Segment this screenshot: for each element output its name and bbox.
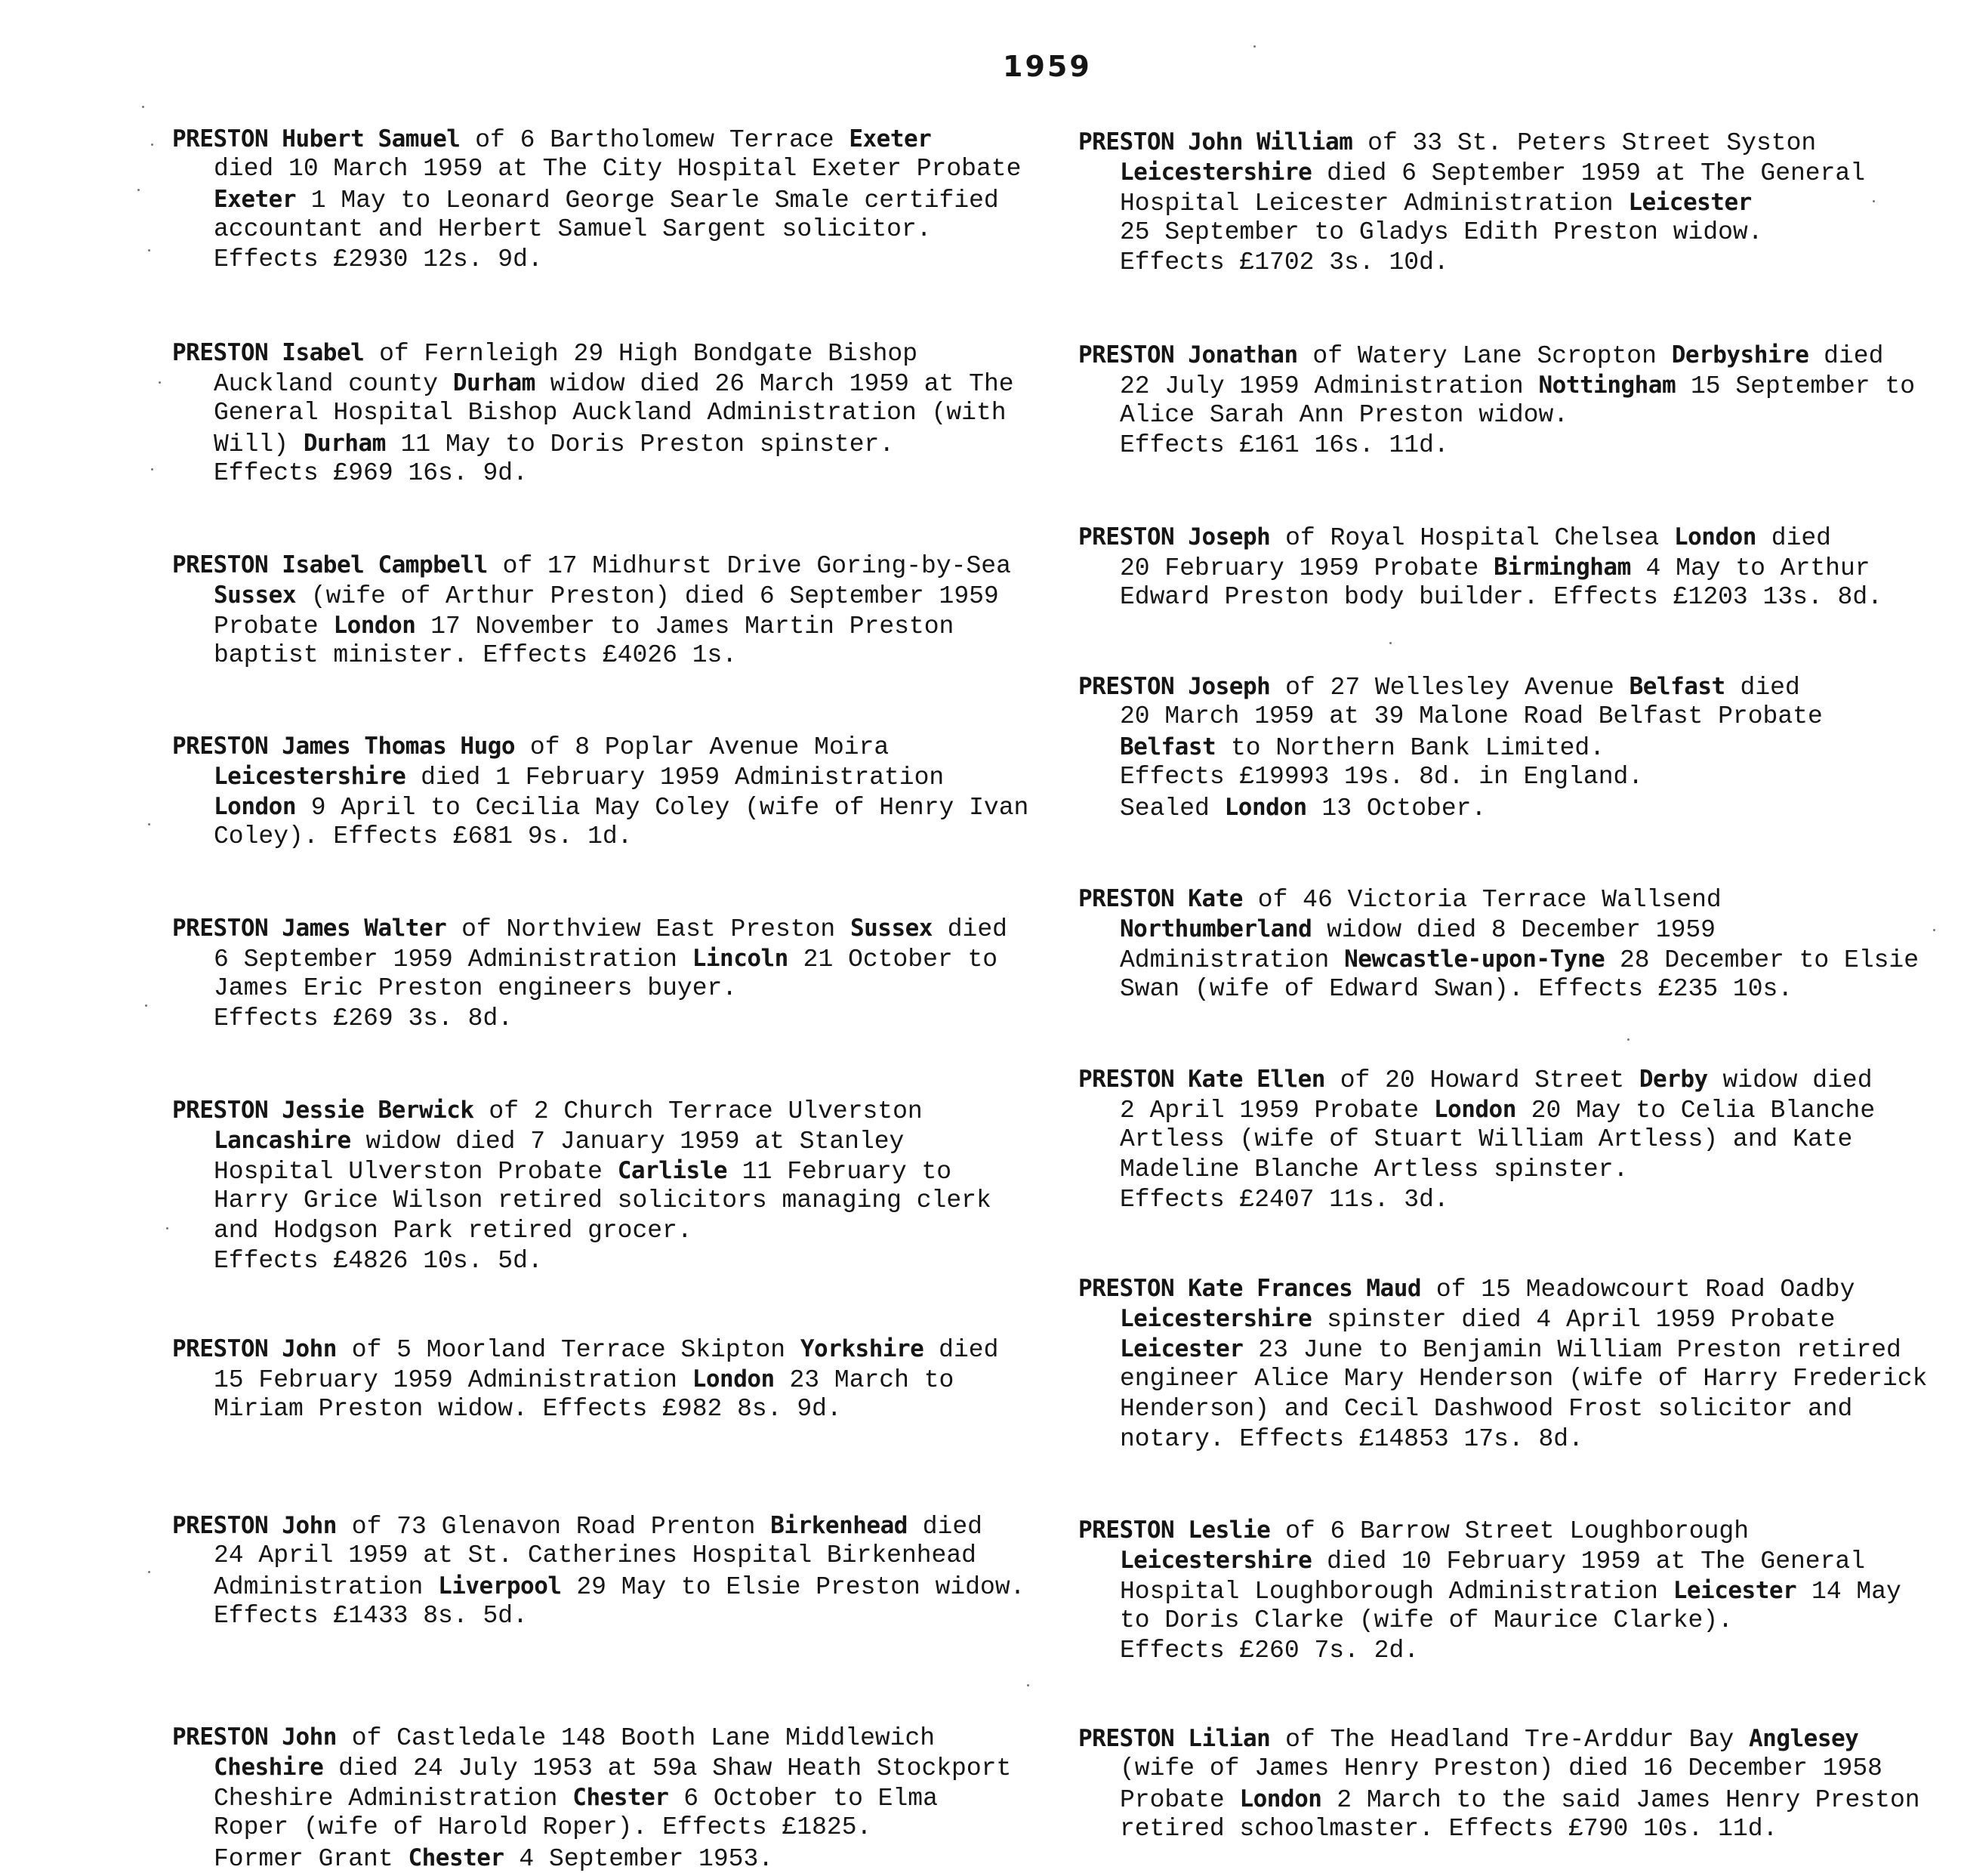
- entry-line: [172, 1752, 1048, 1782]
- entry-text: 2 March to the said James Henry Preston: [1321, 1786, 1920, 1814]
- entry-line: [1078, 914, 1947, 944]
- entry-text: widow died: [1707, 1066, 1873, 1094]
- entry-text: of 20 Howard Street: [1324, 1066, 1639, 1094]
- bold-term: Belfast: [1120, 733, 1216, 761]
- entry-text: Probate: [214, 612, 334, 640]
- entry-text: James Eric Preston engineers buyer.: [214, 974, 738, 1002]
- bold-term: London: [333, 612, 416, 639]
- entry-line: [172, 1246, 1048, 1276]
- entry-line: [1078, 1784, 1947, 1814]
- entry-line: [172, 1601, 1048, 1631]
- probate-entry: [172, 913, 1048, 1034]
- entry-text: 17 November to James Martin Preston: [415, 612, 954, 640]
- entry-line: [172, 368, 1048, 398]
- entry-text: of 6 Bartholomew Terrace: [460, 126, 849, 154]
- entry-line: [172, 338, 1048, 368]
- entry-text: Effects £269 3s. 8d.: [214, 1004, 513, 1032]
- bold-term: PRESTON James Walter: [172, 915, 447, 942]
- entry-text: of Fernleigh 29 High Bondgate Bishop: [364, 340, 918, 368]
- entry-text: Artless (wife of Stuart William Artless) and Kate: [1120, 1125, 1853, 1153]
- entry-line: [1078, 1155, 1947, 1185]
- entry-line: [172, 1125, 1048, 1156]
- bold-term: Birkenhead: [770, 1512, 908, 1539]
- entry-line: [172, 550, 1048, 580]
- probate-entry: [1078, 1064, 1947, 1215]
- entry-text: Madeline Blanche Artless spinster.: [1120, 1156, 1629, 1183]
- entry-text: 6 October to Elma: [668, 1785, 938, 1813]
- entry-line: [172, 1571, 1048, 1601]
- entry-line: [172, 184, 1048, 214]
- entry-text: Effects £4826 10s. 5d.: [214, 1247, 543, 1275]
- entry-text: 20 May to Celia Blanche: [1515, 1097, 1876, 1125]
- entry-text: Harry Grice Wilson retired solicitors managing clerk: [214, 1186, 991, 1214]
- entry-line: [1078, 400, 1947, 430]
- entry-line: [172, 1394, 1048, 1424]
- entry-text: Roper (wife of Harold Roper). Effects £1825.: [214, 1813, 872, 1841]
- bold-term: Chester: [572, 1784, 669, 1811]
- entry-text: Alice Sarah Ann Preston widow.: [1120, 401, 1569, 429]
- entry-text: 23 June to Benjamin William Preston retired: [1243, 1336, 1901, 1364]
- entry-text: to Doris Clarke (wife of Maurice Clarke).: [1120, 1606, 1733, 1634]
- speck: [148, 249, 150, 251]
- entry-text: Hospital Ulverston Probate: [214, 1158, 618, 1186]
- entry-line: [172, 1334, 1048, 1364]
- entry-text: engineer Alice Mary Henderson (wife of Harry Frederick: [1120, 1365, 1928, 1393]
- entry-line: [1078, 1814, 1947, 1844]
- entry-line: [1078, 671, 1947, 702]
- entry-text: accountant and Herbert Samuel Sargent solicitor.: [214, 215, 932, 243]
- entry-text: died: [1725, 674, 1800, 702]
- entry-text: Edward Preston body builder. Effects £1203 13s. 8d.: [1120, 583, 1882, 611]
- entry-line: [172, 1541, 1048, 1571]
- entry-line: [172, 1156, 1048, 1186]
- bold-term: PRESTON James Thomas Hugo: [172, 733, 516, 760]
- entry-line: [172, 398, 1048, 428]
- bold-term: Newcastle-upon-Tyne: [1344, 946, 1605, 973]
- entry-line: [1078, 340, 1947, 370]
- entry-text: Administration: [214, 1573, 439, 1601]
- entry-text: Will): [214, 430, 304, 458]
- bold-term: Exeter: [214, 186, 296, 213]
- bold-term: Anglesey: [1749, 1725, 1859, 1752]
- entry-text: 11 February to: [727, 1158, 952, 1186]
- entry-line: [172, 943, 1048, 973]
- entry-line: [1078, 522, 1947, 552]
- bold-term: Cheshire: [214, 1754, 324, 1781]
- entry-line: [1078, 884, 1947, 914]
- entry-line: [172, 1843, 1048, 1873]
- probate-entry: [1078, 522, 1947, 612]
- entry-text: of 15 Meadowcourt Road Oadby: [1421, 1276, 1855, 1304]
- bold-term: Leicestershire: [1120, 1305, 1312, 1332]
- entry-line: [172, 458, 1048, 489]
- entry-line: [1078, 248, 1947, 278]
- probate-entry: [1078, 1515, 1947, 1666]
- entry-line: [172, 761, 1048, 791]
- entry-text: of 5 Moorland Terrace Skipton: [336, 1336, 800, 1364]
- entry-text: died: [923, 1336, 999, 1364]
- entry-text: 15 February 1959 Administration: [214, 1366, 692, 1394]
- bold-term: Durham: [452, 369, 535, 396]
- bold-term: London: [1673, 523, 1756, 551]
- entry-line: [1078, 1545, 1947, 1575]
- probate-entry: [1078, 340, 1947, 461]
- entry-line: [172, 214, 1048, 245]
- speck: [137, 189, 140, 191]
- bold-term: Leicester: [1673, 1577, 1797, 1604]
- entry-line: [1078, 1515, 1947, 1545]
- entry-line: [1078, 1334, 1947, 1364]
- entry-line: [1078, 582, 1947, 612]
- bold-term: Exeter: [849, 125, 932, 153]
- entry-text: Effects £161 16s. 11d.: [1120, 431, 1449, 459]
- bold-term: PRESTON John: [172, 1335, 337, 1362]
- bold-term: Nottingham: [1538, 372, 1676, 399]
- entry-text: of 8 Poplar Avenue Moira: [515, 733, 890, 761]
- entry-text: died: [1756, 524, 1831, 552]
- entry-text: 11 May to Doris Preston spinster.: [385, 430, 895, 458]
- entry-text: died 10 March 1959 at The City Hospital Exeter Probate: [214, 155, 1022, 183]
- bold-term: PRESTON Kate Ellen: [1078, 1066, 1325, 1093]
- entry-text: 22 July 1959 Administration: [1120, 372, 1539, 400]
- bold-term: PRESTON Jessie Berwick: [172, 1097, 474, 1124]
- entry-text: Effects £2930 12s. 9d.: [214, 245, 543, 273]
- bold-term: Leicestershire: [1120, 159, 1312, 186]
- entry-line: [172, 640, 1048, 671]
- entry-line: [172, 245, 1048, 275]
- bold-term: Leicestershire: [214, 763, 406, 790]
- bold-term: PRESTON Isabel Campbell: [172, 551, 488, 579]
- bold-term: PRESTON Joseph: [1078, 673, 1271, 700]
- probate-entry: [172, 338, 1048, 489]
- entry-line: [172, 580, 1048, 610]
- entry-text: Coley). Effects £681 9s. 1d.: [214, 822, 633, 850]
- speck: [148, 1571, 150, 1573]
- bold-term: Lancashire: [214, 1127, 351, 1154]
- entry-text: 25 September to Gladys Edith Preston widow.: [1120, 218, 1763, 246]
- entry-line: [172, 1216, 1048, 1246]
- entry-text: of 17 Midhurst Drive Goring-by-Sea: [487, 552, 1011, 580]
- speck: [1933, 929, 1935, 931]
- entry-text: Effects £19993 19s. 8d. in England.: [1120, 763, 1644, 791]
- entry-line: [1078, 1394, 1947, 1424]
- bold-term: London: [1224, 794, 1307, 821]
- speck: [1027, 1684, 1029, 1686]
- entry-text: retired schoolmaster. Effects £790 10s. 11d.: [1120, 1815, 1778, 1843]
- probate-entry: [1078, 1273, 1947, 1455]
- entry-text: Cheshire Administration: [214, 1785, 573, 1813]
- entry-line: [1078, 1125, 1947, 1155]
- entry-text: 29 May to Elsie Preston widow.: [561, 1573, 1025, 1601]
- entry-line: [172, 1510, 1048, 1541]
- entry-text: of Watery Lane Scropton: [1297, 342, 1672, 370]
- entry-line: [1078, 1754, 1947, 1784]
- entry-line: [1078, 218, 1947, 248]
- entry-text: 4 May to Arthur: [1630, 554, 1870, 582]
- entry-text: 9 April to Cecilia May Coley (wife of Henry Ivan: [295, 794, 1029, 822]
- bold-term: PRESTON Lilian: [1078, 1725, 1271, 1752]
- entry-text: Administration: [1120, 946, 1345, 974]
- entry-text: 24 April 1959 at St. Catherines Hospital Birkenhead: [214, 1541, 976, 1569]
- entry-line: [1078, 1723, 1947, 1754]
- entry-text: Auckland county: [214, 370, 453, 398]
- entry-text: Hospital Loughborough Administration: [1120, 1578, 1673, 1606]
- entry-line: [1078, 792, 1947, 822]
- entry-text: died: [932, 915, 1007, 943]
- probate-entry: [172, 731, 1048, 852]
- speck: [145, 1004, 147, 1007]
- entry-text: to Northern Bank Limited.: [1216, 734, 1605, 762]
- speck: [166, 1227, 168, 1230]
- entry-line: [172, 124, 1048, 154]
- entry-line: [172, 1004, 1048, 1034]
- entry-text: of The Headland Tre-Arddur Bay: [1270, 1726, 1749, 1754]
- entry-text: notary. Effects £14853 17s. 8d.: [1120, 1425, 1583, 1453]
- entry-line: [172, 1186, 1048, 1216]
- entry-line: [1078, 1364, 1947, 1394]
- bold-term: London: [692, 1365, 775, 1393]
- entry-line: [172, 731, 1048, 761]
- entry-line: [172, 1782, 1048, 1813]
- entry-text: died 10 February 1959 at The General: [1312, 1547, 1866, 1575]
- bold-term: PRESTON Kate Frances Maud: [1078, 1275, 1422, 1302]
- entry-line: [172, 1364, 1048, 1394]
- entry-line: [1078, 1636, 1947, 1666]
- entry-line: [1078, 1304, 1947, 1334]
- entry-text: (wife of Arthur Preston) died 6 September 1959: [295, 582, 999, 610]
- entry-text: 1 May to Leonard George Searle Smale certified: [295, 187, 999, 214]
- bold-term: Liverpool: [438, 1572, 562, 1600]
- entry-text: Miriam Preston widow. Effects £982 8s. 9d.: [214, 1395, 842, 1423]
- entry-text: died: [1808, 342, 1884, 370]
- entry-text: 20 February 1959 Probate: [1120, 554, 1494, 582]
- bold-term: PRESTON Joseph: [1078, 523, 1271, 551]
- entry-text: of Castledale 148 Booth Lane Middlewich: [336, 1724, 936, 1752]
- bold-term: Sussex: [849, 915, 933, 942]
- bold-term: Derby: [1639, 1066, 1708, 1093]
- entry-text: died 1 February 1959 Administration: [405, 764, 945, 791]
- bold-term: PRESTON Isabel: [172, 339, 365, 366]
- entry-text: 21 October to: [788, 946, 998, 973]
- entry-text: and Hodgson Park retired grocer.: [214, 1217, 692, 1245]
- entry-line: [172, 1095, 1048, 1125]
- entry-line: [1078, 552, 1947, 582]
- entry-text: Sealed: [1120, 795, 1225, 822]
- speck: [1627, 1038, 1630, 1041]
- entry-line: [172, 1722, 1048, 1752]
- probate-entry: [172, 550, 1048, 671]
- bold-term: Derbyshire: [1671, 341, 1809, 369]
- bold-term: London: [1433, 1096, 1516, 1123]
- speck: [142, 106, 144, 108]
- entry-text: General Hospital Bishop Auckland Administration (with: [214, 399, 1007, 427]
- probate-entry: [1078, 1723, 1947, 1844]
- bold-term: PRESTON Hubert Samuel: [172, 125, 461, 153]
- entry-text: 20 March 1959 at 39 Malone Road Belfast Probate: [1120, 702, 1823, 730]
- bold-term: Leicester: [1120, 1335, 1244, 1362]
- entry-line: [172, 973, 1048, 1004]
- entry-text: Effects £1702 3s. 10d.: [1120, 248, 1449, 276]
- entry-line: [1078, 1424, 1947, 1455]
- bold-term: PRESTON Kate: [1078, 885, 1243, 912]
- entry-text: of 46 Victoria Terrace Wallsend: [1242, 886, 1722, 914]
- entry-text: Probate: [1120, 1786, 1240, 1814]
- entry-text: widow died 8 December 1959: [1312, 916, 1716, 944]
- bold-term: Carlisle: [617, 1157, 727, 1184]
- entry-line: [172, 791, 1048, 822]
- entry-line: [172, 154, 1048, 184]
- bold-term: Birmingham: [1494, 554, 1631, 581]
- speck: [151, 143, 153, 146]
- entry-text: of 6 Barrow Street Loughborough: [1270, 1517, 1749, 1545]
- speck: [148, 823, 150, 825]
- speck: [1253, 45, 1256, 48]
- entry-text: 15 September to: [1676, 372, 1915, 400]
- entry-text: of 73 Glenavon Road Prenton: [336, 1513, 771, 1541]
- entry-text: Former Grant: [214, 1845, 409, 1873]
- entry-line: [1078, 1273, 1947, 1304]
- bold-term: London: [1239, 1785, 1322, 1813]
- entry-line: [1078, 1606, 1947, 1636]
- entry-line: [1078, 732, 1947, 762]
- bold-term: Chester: [408, 1844, 504, 1871]
- bold-term: Northumberland: [1120, 915, 1312, 943]
- entry-text: of 27 Wellesley Avenue: [1270, 674, 1630, 702]
- entry-text: 2 April 1959 Probate: [1120, 1097, 1434, 1125]
- entry-text: 6 September 1959 Administration: [214, 946, 692, 973]
- bold-term: PRESTON Jonathan: [1078, 341, 1298, 369]
- probate-entry: [172, 1510, 1048, 1631]
- entry-line: [1078, 127, 1947, 157]
- entry-line: [172, 822, 1048, 852]
- bold-term: London: [214, 793, 296, 820]
- entry-line: [172, 913, 1048, 943]
- entry-text: died 6 September 1959 at The General: [1312, 159, 1866, 187]
- entry-text: 28 December to Elsie: [1605, 946, 1919, 974]
- speck: [159, 381, 161, 384]
- entry-text: Effects £969 16s. 9d.: [214, 459, 528, 487]
- probate-entry: [172, 1722, 1048, 1873]
- probate-entry: [172, 1095, 1048, 1276]
- bold-term: Belfast: [1629, 673, 1725, 700]
- bold-term: Leicester: [1628, 189, 1752, 216]
- entry-line: [1078, 762, 1947, 792]
- entry-text: 14 May: [1796, 1578, 1901, 1606]
- entry-line: [1078, 944, 1947, 974]
- bold-term: Yorkshire: [800, 1335, 924, 1362]
- entry-line: [1078, 1094, 1947, 1125]
- bold-term: PRESTON John: [172, 1512, 337, 1539]
- entry-line: [1078, 974, 1947, 1004]
- entry-text: Swan (wife of Edward Swan). Effects £235 10s.: [1120, 975, 1793, 1003]
- entry-line: [1078, 370, 1947, 400]
- entry-text: spinster died 4 April 1959 Probate: [1312, 1306, 1836, 1334]
- bold-term: Sussex: [214, 582, 296, 609]
- entry-line: [1078, 430, 1947, 461]
- entry-line: [1078, 187, 1947, 218]
- entry-line: [172, 610, 1048, 640]
- entry-text: widow died 26 March 1959 at The: [535, 370, 1014, 398]
- entry-text: 4 September 1953.: [504, 1845, 774, 1873]
- entry-text: died: [907, 1513, 982, 1541]
- entry-text: 13 October.: [1306, 795, 1487, 822]
- entry-text: of 33 St. Peters Street Syston: [1352, 129, 1817, 157]
- entry-text: died 24 July 1953 at 59a Shaw Heath Stockport: [323, 1754, 1012, 1782]
- probate-entry: [172, 124, 1048, 275]
- entry-line: [1078, 1185, 1947, 1215]
- entry-text: (wife of James Henry Preston) died 16 December 1958: [1120, 1754, 1882, 1782]
- bold-term: Lincoln: [692, 945, 788, 972]
- probate-entry: [1078, 884, 1947, 1004]
- entry-line: [1078, 702, 1947, 732]
- entry-text: Effects £260 7s. 2d.: [1120, 1637, 1420, 1665]
- speck: [1873, 200, 1875, 202]
- bold-term: PRESTON John William: [1078, 128, 1353, 156]
- entry-line: [172, 1813, 1048, 1843]
- entry-text: baptist minister. Effects £4026 1s.: [214, 641, 738, 669]
- bold-term: Leicestershire: [1120, 1547, 1312, 1574]
- probate-entry: [172, 1334, 1048, 1424]
- entry-line: [172, 428, 1048, 458]
- speck: [1389, 642, 1392, 644]
- entry-text: widow died 7 January 1959 at Stanley: [350, 1128, 905, 1156]
- probate-entry: [1078, 127, 1947, 278]
- entry-line: [1078, 157, 1947, 187]
- entry-text: Henderson) and Cecil Dashwood Frost solicitor and: [1120, 1395, 1853, 1423]
- entry-text: Effects £1433 8s. 5d.: [214, 1602, 528, 1630]
- entry-text: of Royal Hospital Chelsea: [1270, 524, 1674, 552]
- probate-entry: [1078, 671, 1947, 822]
- entry-text: of Northview East Preston: [446, 915, 850, 943]
- bold-term: Durham: [303, 430, 386, 457]
- bold-term: PRESTON John: [172, 1723, 337, 1751]
- bold-term: PRESTON Leslie: [1078, 1517, 1271, 1544]
- entry-text: Hospital Leicester Administration: [1120, 190, 1629, 218]
- entry-text: Effects £2407 11s. 3d.: [1120, 1186, 1449, 1214]
- speck: [151, 468, 153, 471]
- page-year: 1959: [1003, 50, 1092, 83]
- entry-line: [1078, 1575, 1947, 1606]
- entry-text: of 2 Church Terrace Ulverston: [473, 1097, 923, 1125]
- entry-line: [1078, 1064, 1947, 1094]
- entry-text: 23 March to: [774, 1366, 954, 1394]
